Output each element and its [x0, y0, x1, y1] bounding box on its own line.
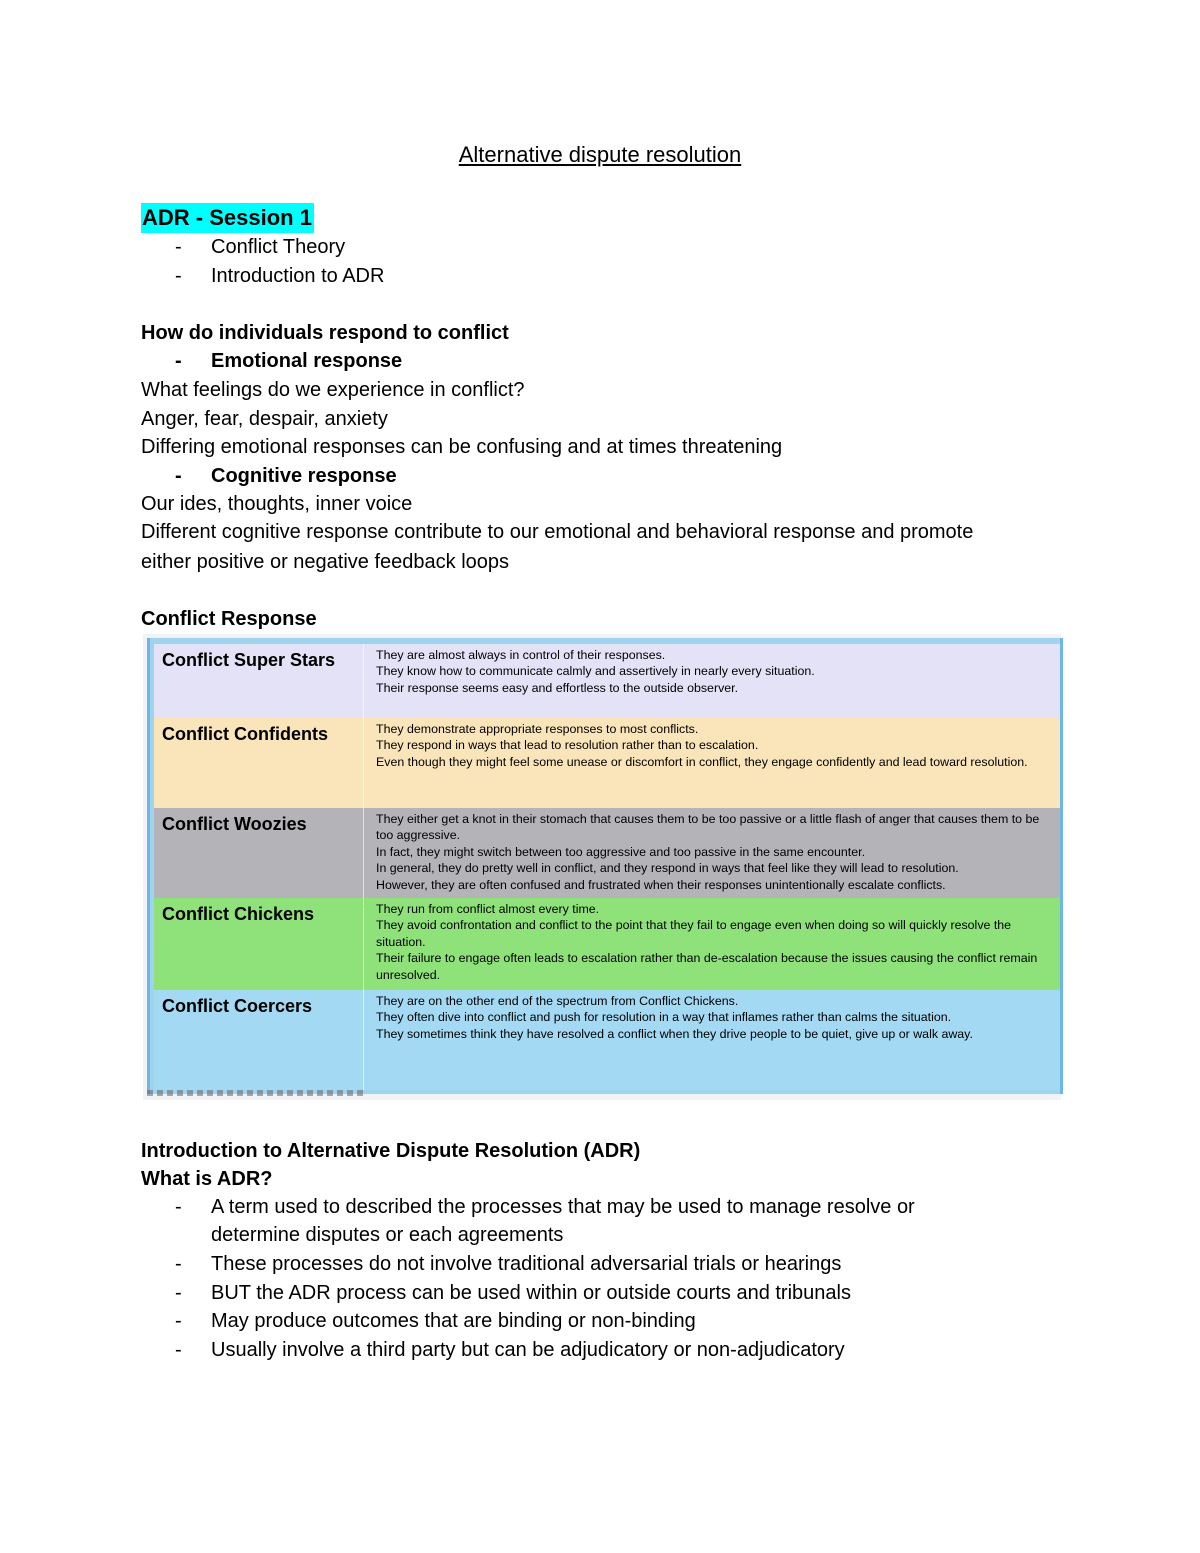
- cognitive-response-label: Cognitive response: [211, 465, 397, 487]
- cropped-caption-strip: [147, 1090, 363, 1096]
- bullet-dash: -: [175, 465, 182, 487]
- row-line: However, they are often confused and frustrated when their responses unintentionally escalate conflicts.: [376, 877, 946, 892]
- session-heading: ADR - Session 1: [141, 203, 314, 233]
- row-line: They often dive into conflict and push for resolution in a way that inflames rather than calms the situation.: [376, 1010, 952, 1025]
- row-name: Conflict Chickens: [154, 898, 364, 990]
- bullet-dash: -: [175, 350, 182, 372]
- row-line: They respond in ways that lead to resolution rather than to escalation.: [376, 738, 759, 753]
- row-line: In fact, they might switch between too aggressive and too passive in the same encounter.: [376, 844, 866, 859]
- emotional-response-label: Emotional response: [211, 350, 403, 372]
- row-description: [370, 718, 1054, 808]
- table-row: [154, 808, 1060, 898]
- row-line: They sometimes think they have resolved a conflict when they drive people to be quiet, give up or walk away.: [376, 1026, 973, 1041]
- bullet-dash: -: [175, 1282, 182, 1304]
- session-item: Conflict Theory: [211, 236, 346, 258]
- emotional-line: What feelings do we experience in conflict?: [141, 379, 525, 401]
- responses-heading: How do individuals respond to conflict: [141, 322, 509, 344]
- row-description: [370, 644, 1054, 718]
- cognitive-line: Our ides, thoughts, inner voice: [141, 493, 413, 515]
- bullet-dash: -: [175, 1196, 182, 1218]
- session-item: Introduction to ADR: [211, 265, 385, 287]
- row-line: They either get a knot in their stomach that causes them to be too passive or a little flash of anger that causes them to be too aggressive.: [376, 812, 1040, 843]
- table-row: [154, 644, 1060, 718]
- table-row: [154, 898, 1060, 990]
- intro-bullet: These processes do not involve traditional adversarial trials or hearings: [211, 1253, 842, 1275]
- row-line: Their failure to engage often leads to escalation rather than de-escalation because the issues causing the conflict remain unresolved.: [376, 951, 1038, 982]
- table-row: [154, 718, 1060, 808]
- row-line: They are on the other end of the spectrum from Conflict Chickens.: [376, 994, 739, 1008]
- row-line: In general, they do pretty well in conflict, and they respond in ways that feel like they will lead to resolution.: [376, 861, 959, 876]
- conflict-response-table: [147, 638, 1063, 1094]
- row-name: Conflict Coercers: [154, 990, 364, 1090]
- cognitive-line: either positive or negative feedback loops: [141, 551, 510, 573]
- bullet-dash: -: [175, 1339, 182, 1361]
- bullet-dash: -: [175, 236, 182, 258]
- row-description: [370, 898, 1054, 990]
- intro-bullet: Usually involve a third party but can be adjudicatory or non-adjudicatory: [211, 1339, 845, 1361]
- document-title: Alternative dispute resolution: [458, 142, 742, 167]
- emotional-line: Anger, fear, despair, anxiety: [141, 408, 388, 430]
- row-line: Even though they might feel some unease or discomfort in conflict, they engage confidently and lead toward resolution.: [376, 754, 1028, 769]
- cognitive-line: Different cognitive response contribute to our emotional and behavioral response and promote: [141, 521, 974, 543]
- intro-subheading: What is ADR?: [141, 1168, 273, 1190]
- intro-bullet-continuation: determine disputes or each agreements: [211, 1224, 564, 1246]
- intro-bullet: A term used to described the processes that may be used to manage resolve or: [211, 1196, 915, 1218]
- row-description: [370, 990, 1054, 1090]
- row-line: They are almost always in control of their responses.: [376, 648, 666, 662]
- row-line: They demonstrate appropriate responses to most conflicts.: [376, 722, 699, 736]
- table-row: [154, 990, 1060, 1090]
- emotional-line: Differing emotional responses can be confusing and at times threatening: [141, 436, 783, 458]
- row-line: They know how to communicate calmly and assertively in nearly every situation.: [376, 664, 815, 679]
- row-line: They run from conflict almost every time.: [376, 902, 600, 916]
- row-name: Conflict Woozies: [154, 808, 364, 898]
- row-name: Conflict Confidents: [154, 718, 364, 808]
- bullet-dash: -: [175, 1253, 182, 1275]
- conflict-response-heading: Conflict Response: [141, 608, 317, 630]
- conflict-response-table-image: [143, 634, 1061, 1100]
- bullet-dash: -: [175, 1310, 182, 1332]
- bullet-dash: -: [175, 265, 182, 287]
- intro-bullet: BUT the ADR process can be used within or outside courts and tribunals: [211, 1282, 851, 1304]
- intro-heading: Introduction to Alternative Dispute Resolution (ADR): [141, 1140, 641, 1162]
- intro-bullet: May produce outcomes that are binding or non-binding: [211, 1310, 696, 1332]
- row-description: [370, 808, 1054, 898]
- row-line: Their response seems easy and effortless to the outside observer.: [376, 680, 739, 695]
- row-line: They avoid confrontation and conflict to the point that they fail to engage even when doing so will quickly resolve the situation.: [376, 918, 1012, 949]
- row-name: Conflict Super Stars: [154, 644, 364, 718]
